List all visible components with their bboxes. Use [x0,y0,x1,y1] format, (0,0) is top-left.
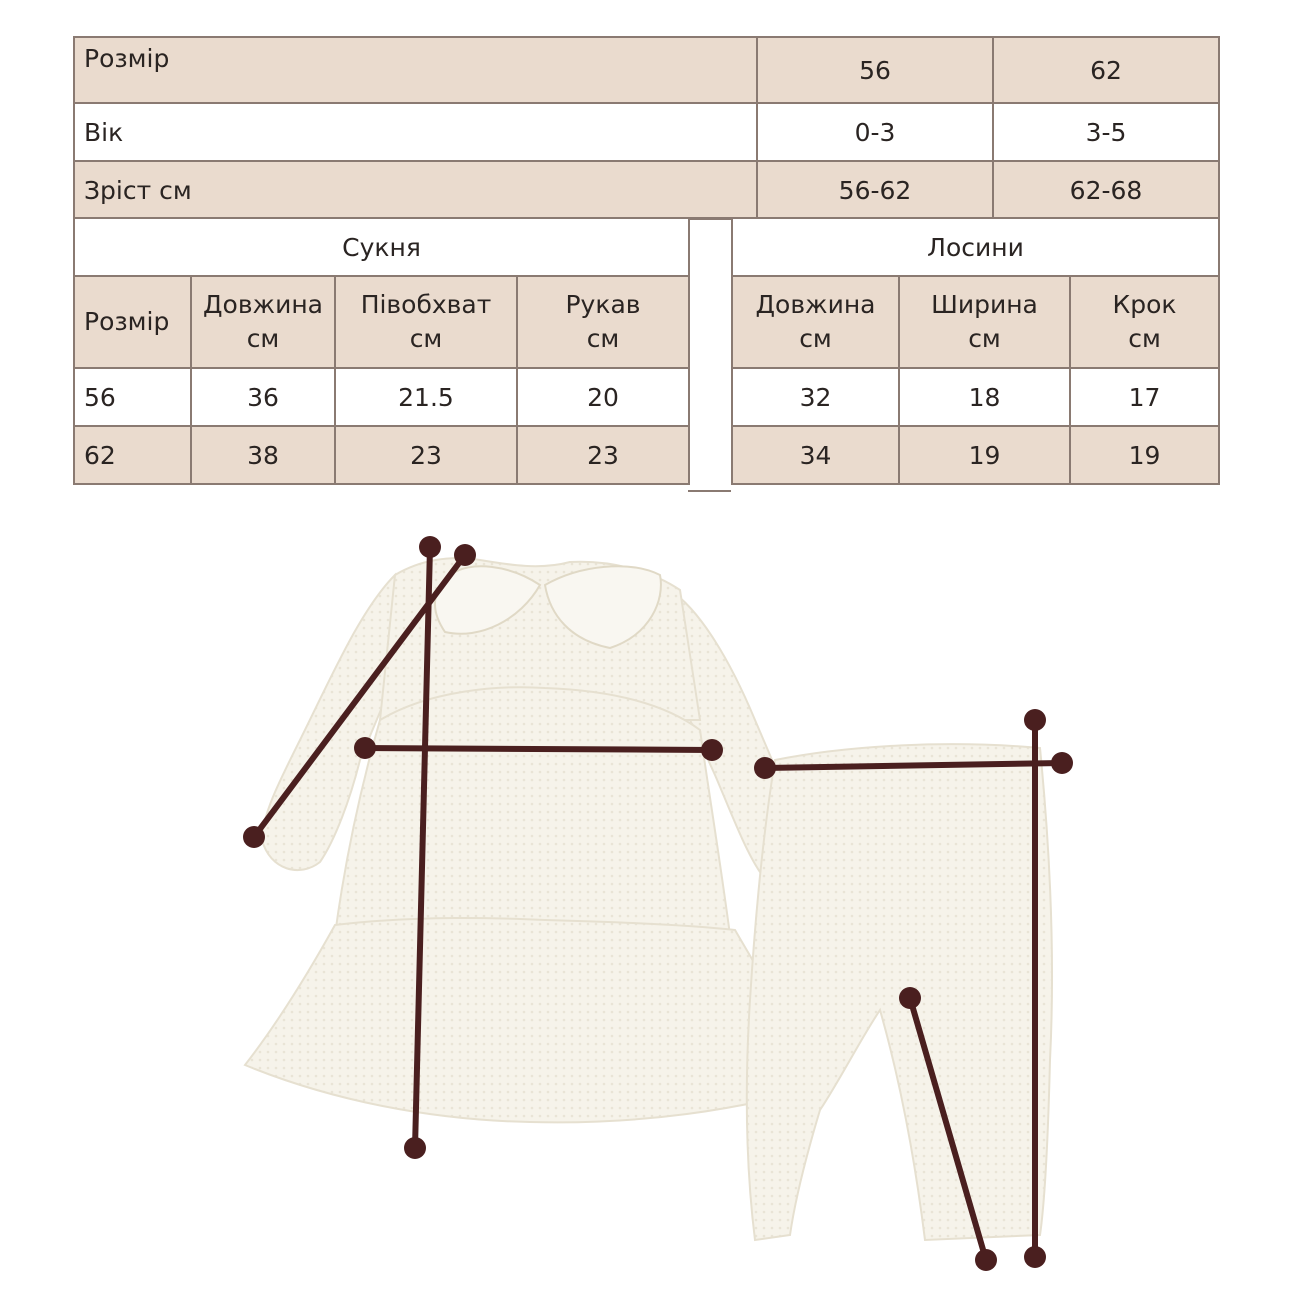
height-row [74,161,1219,219]
dress-cell: 23 [335,426,517,484]
age-value-2: 3-5 [993,103,1219,161]
leggings-title: Лосини [732,218,1219,276]
dress-cell: 36 [191,368,335,426]
dress-header-sleeve: Рукав см [517,276,689,368]
measure-point [975,1249,997,1271]
height-row-label: Зріст см [74,161,757,219]
measure-point [1024,709,1046,731]
age-value-1: 0-3 [757,103,993,161]
height-value-2: 62-68 [993,161,1219,219]
measure-point [899,987,921,1009]
measure-point [354,737,376,759]
leggings-header-width: Ширина см [899,276,1070,368]
dress-title: Сукня [74,218,689,276]
dress-table [73,217,690,485]
leggings-row [732,368,1219,426]
measure-point [1051,752,1073,774]
measure-point [454,544,476,566]
leggings-cell: 19 [899,426,1070,484]
leggings-cell: 19 [1070,426,1219,484]
size-row [74,37,1219,103]
leggings-header-length: Довжина см [732,276,899,368]
dress-row [74,426,689,484]
garment-illustration [0,500,1290,1290]
dress-row [74,368,689,426]
dress-image [245,558,825,1122]
leggings-cell: 32 [732,368,899,426]
half-girth-line [365,748,712,750]
dress-header-half-girth: Півобхват см [335,276,517,368]
leggings-table [731,217,1220,485]
measure-point [701,739,723,761]
measure-point [754,757,776,779]
size-value-1: 56 [757,37,993,103]
size-row-label: Розмір [74,37,757,103]
measure-point [243,826,265,848]
dress-cell: 21.5 [335,368,517,426]
dress-header-row [74,276,689,368]
measure-point [404,1137,426,1159]
dress-header-length: Довжина см [191,276,335,368]
dress-header-size: Розмір [74,276,191,368]
leggings-header-inseam: Крок см [1070,276,1219,368]
leggings-cell: 18 [899,368,1070,426]
dress-cell: 23 [517,426,689,484]
leggings-image [747,744,1052,1240]
size-table [73,36,1220,220]
dress-cell: 62 [74,426,191,484]
leggings-row [732,426,1219,484]
age-row-label: Вік [74,103,757,161]
leggings-header-row [732,276,1219,368]
age-row [74,103,1219,161]
table-gap [688,217,731,492]
height-value-1: 56-62 [757,161,993,219]
leggings-cell: 17 [1070,368,1219,426]
dress-cell: 56 [74,368,191,426]
measure-point [419,536,441,558]
measure-point [1024,1246,1046,1268]
leggings-cell: 34 [732,426,899,484]
dress-cell: 20 [517,368,689,426]
dress-cell: 38 [191,426,335,484]
size-value-2: 62 [993,37,1219,103]
